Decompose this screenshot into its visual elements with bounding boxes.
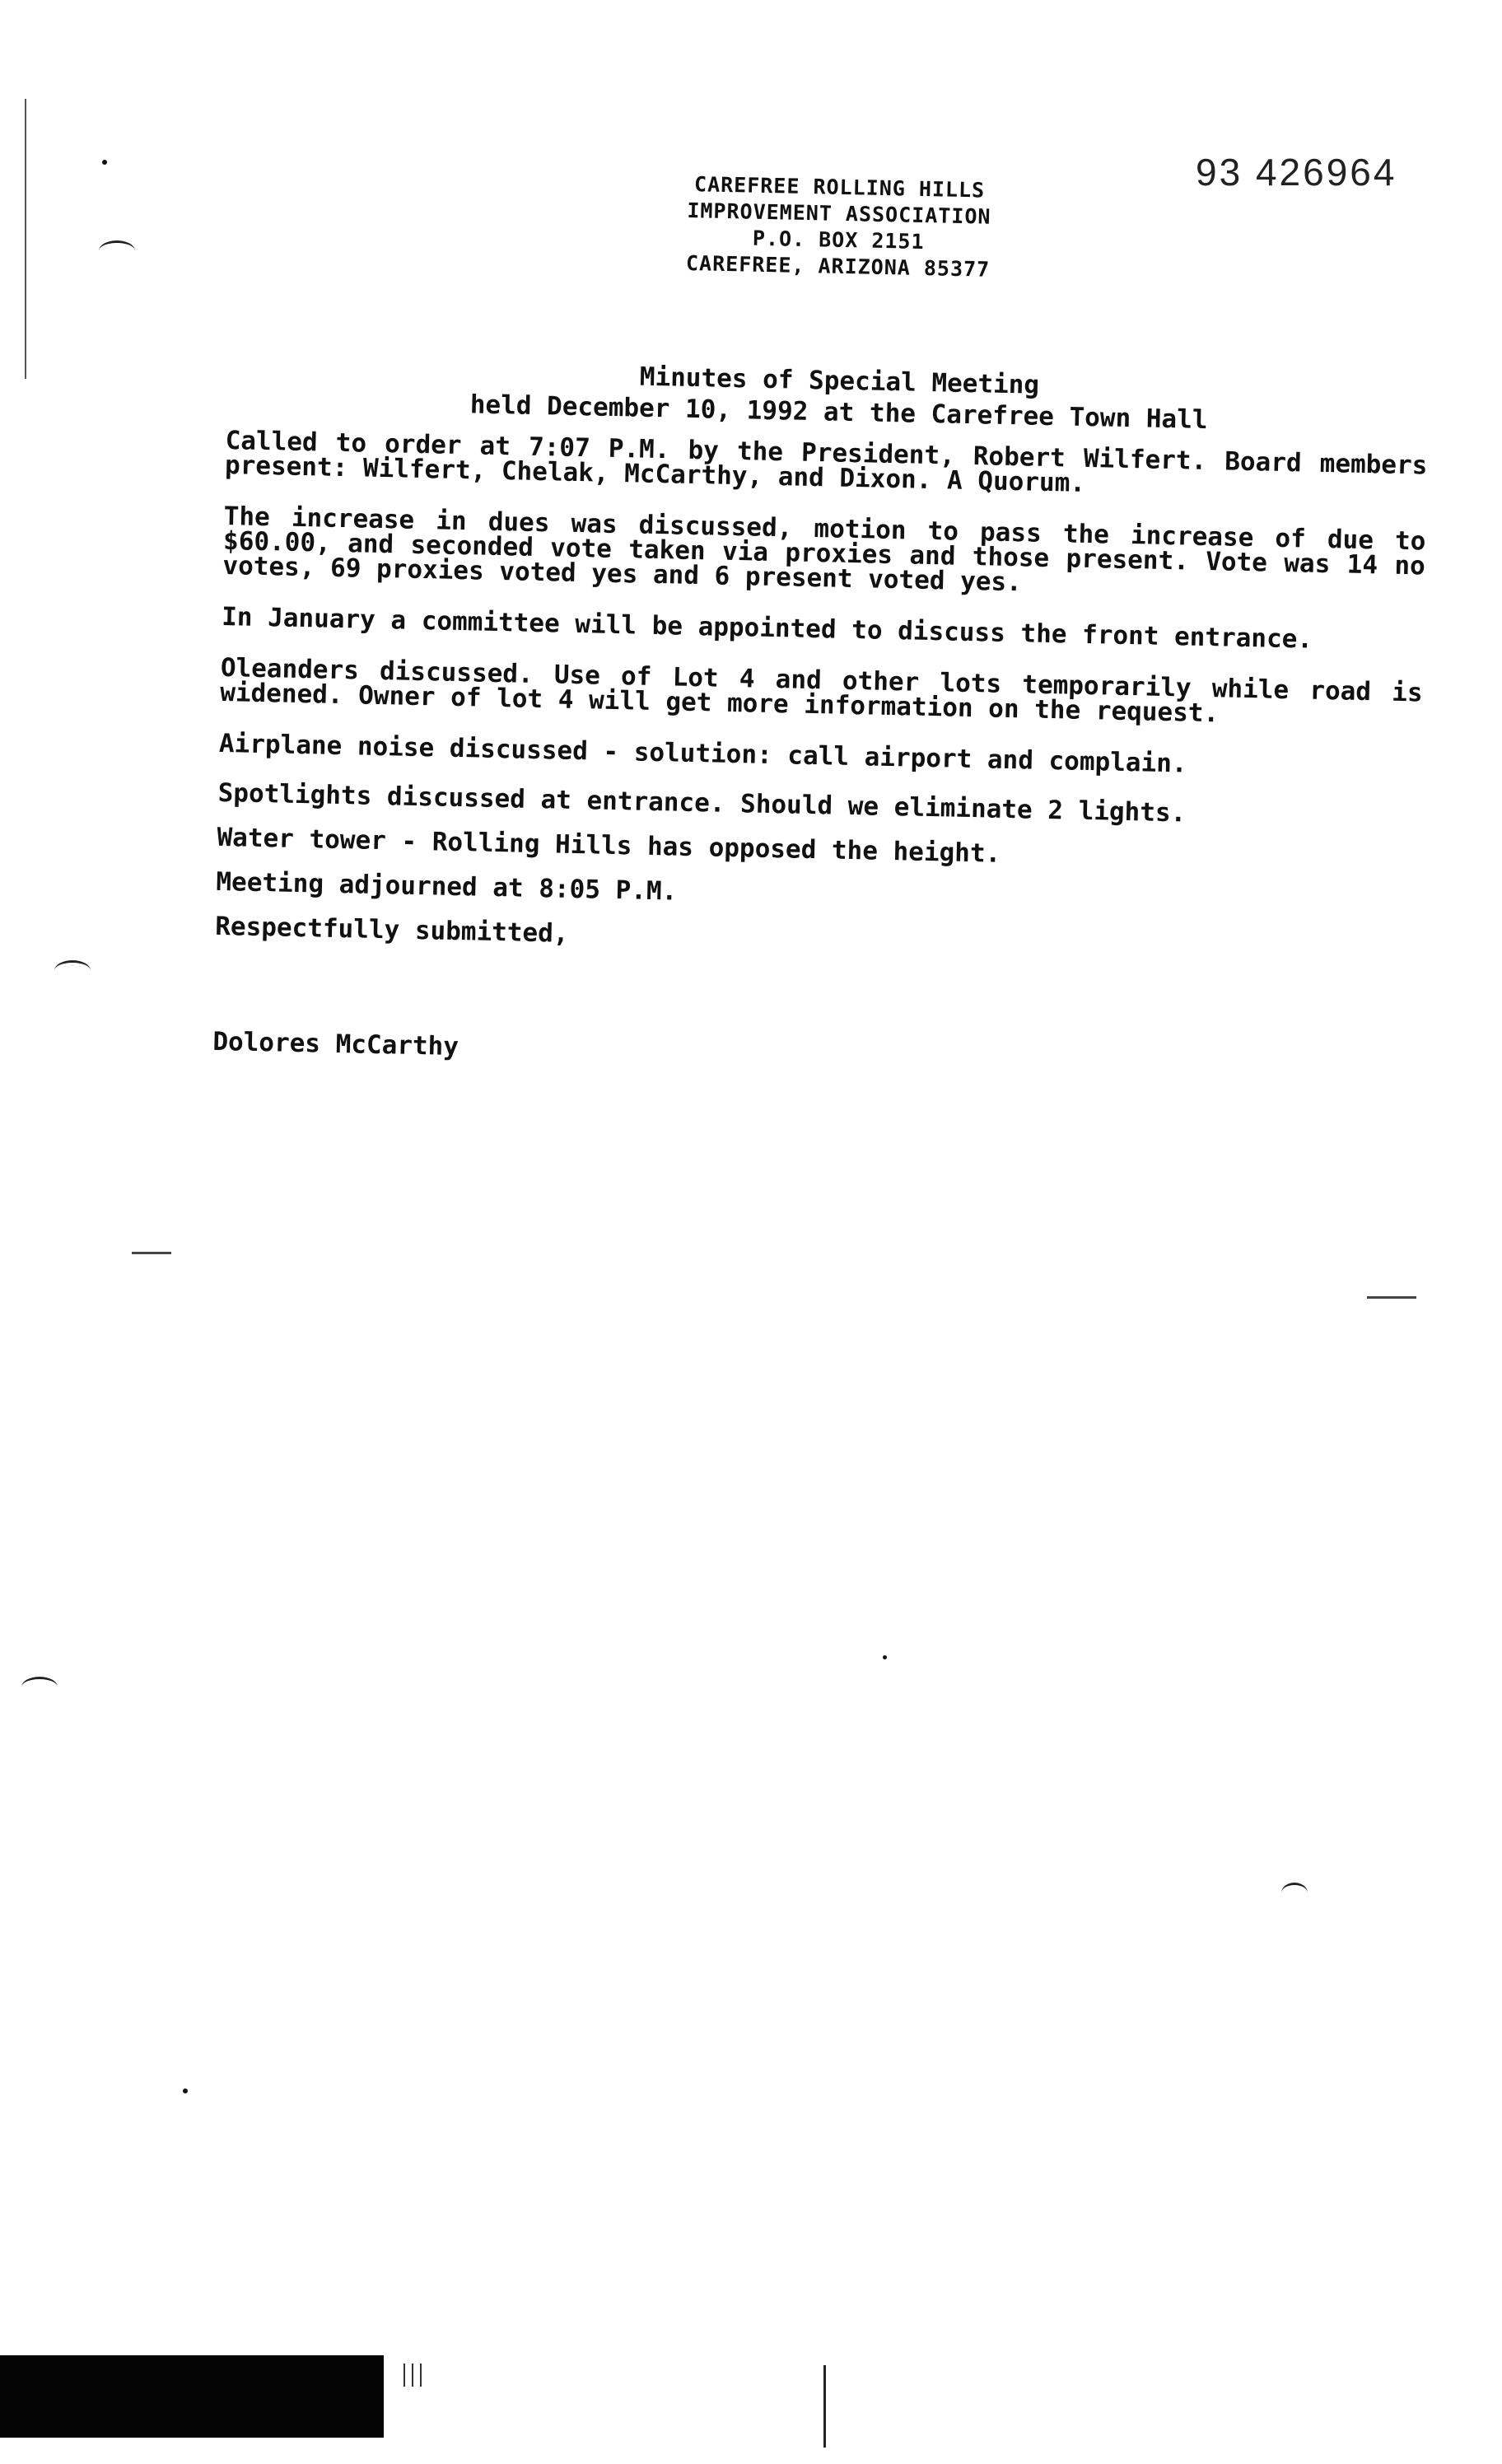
minutes-body [212, 428, 1428, 1079]
paragraph-committee: In January a committee will be appointed to discuss the front entrance. [221, 601, 1313, 655]
scan-mark [1281, 1883, 1308, 1903]
paragraph-spotlights: Spotlights discussed at entrance. Should we eliminate 2 lights. [217, 777, 1187, 828]
scan-mark [54, 960, 91, 981]
paragraph-call-to-order: Called to order at 7:07 P.M. by the President, Robert Wilfert. Board members present: Wilfert, Chelak, McCarthy, and Dixon. A Quorum. [224, 426, 1428, 498]
scan-mark [21, 1677, 58, 1697]
letterhead-line-city: CAREFREE, ARIZONA 85377 [685, 250, 991, 282]
scan-tick [412, 2364, 413, 2387]
signature-name: Dolores McCarthy [212, 1026, 459, 1062]
paragraph-oleanders: Oleanders discussed. Use of Lot 4 and other lots temporarily while road is widened. Owner of lot 4 will get more information on the request. [219, 652, 1423, 729]
letterhead-line-po-box: P.O. BOX 2151 [752, 226, 925, 254]
letterhead-line-organization: CAREFREE ROLLING HILLS [693, 172, 986, 203]
scan-mark [99, 240, 135, 261]
scan-dash [132, 1252, 171, 1254]
scan-tick [420, 2364, 422, 2387]
paragraph-water-tower: Water tower - Rolling Hills has opposed the height. [217, 822, 1001, 869]
scan-tick [403, 2364, 405, 2387]
paragraph-dues-vote: The increase in dues was discussed, motion to pass the increase of due to $60.00, and seconded vote taken via proxies and those present. Vote was 14 no votes, 69 proxies voted yes and 6 present voted yes. [222, 501, 1426, 598]
letterhead [607, 170, 1071, 285]
scan-dot [883, 1655, 887, 1659]
scan-black-edge [0, 2355, 384, 2438]
document-id-number: 93 426964 [1196, 151, 1397, 194]
meeting-heading [377, 356, 1300, 437]
scan-dot [183, 2088, 188, 2093]
heading-date-location: held December 10, 1992 at the Carefree Town Hall [469, 390, 1208, 436]
scan-vertical-line [823, 2365, 826, 2448]
scan-margin-line [25, 99, 26, 379]
paragraph-adjourned: Meeting adjourned at 8:05 P.M. [216, 866, 678, 907]
heading-title: Minutes of Special Meeting [639, 362, 1040, 400]
scan-dash [1367, 1296, 1416, 1299]
scan-dot [102, 160, 107, 165]
paragraph-closing: Respectfully submitted, [214, 911, 569, 949]
paragraph-airplane-noise: Airplane noise discussed - solution: call airport and complain. [218, 728, 1187, 779]
letterhead-line-association: IMPROVEMENT ASSOCIATION [687, 198, 991, 229]
